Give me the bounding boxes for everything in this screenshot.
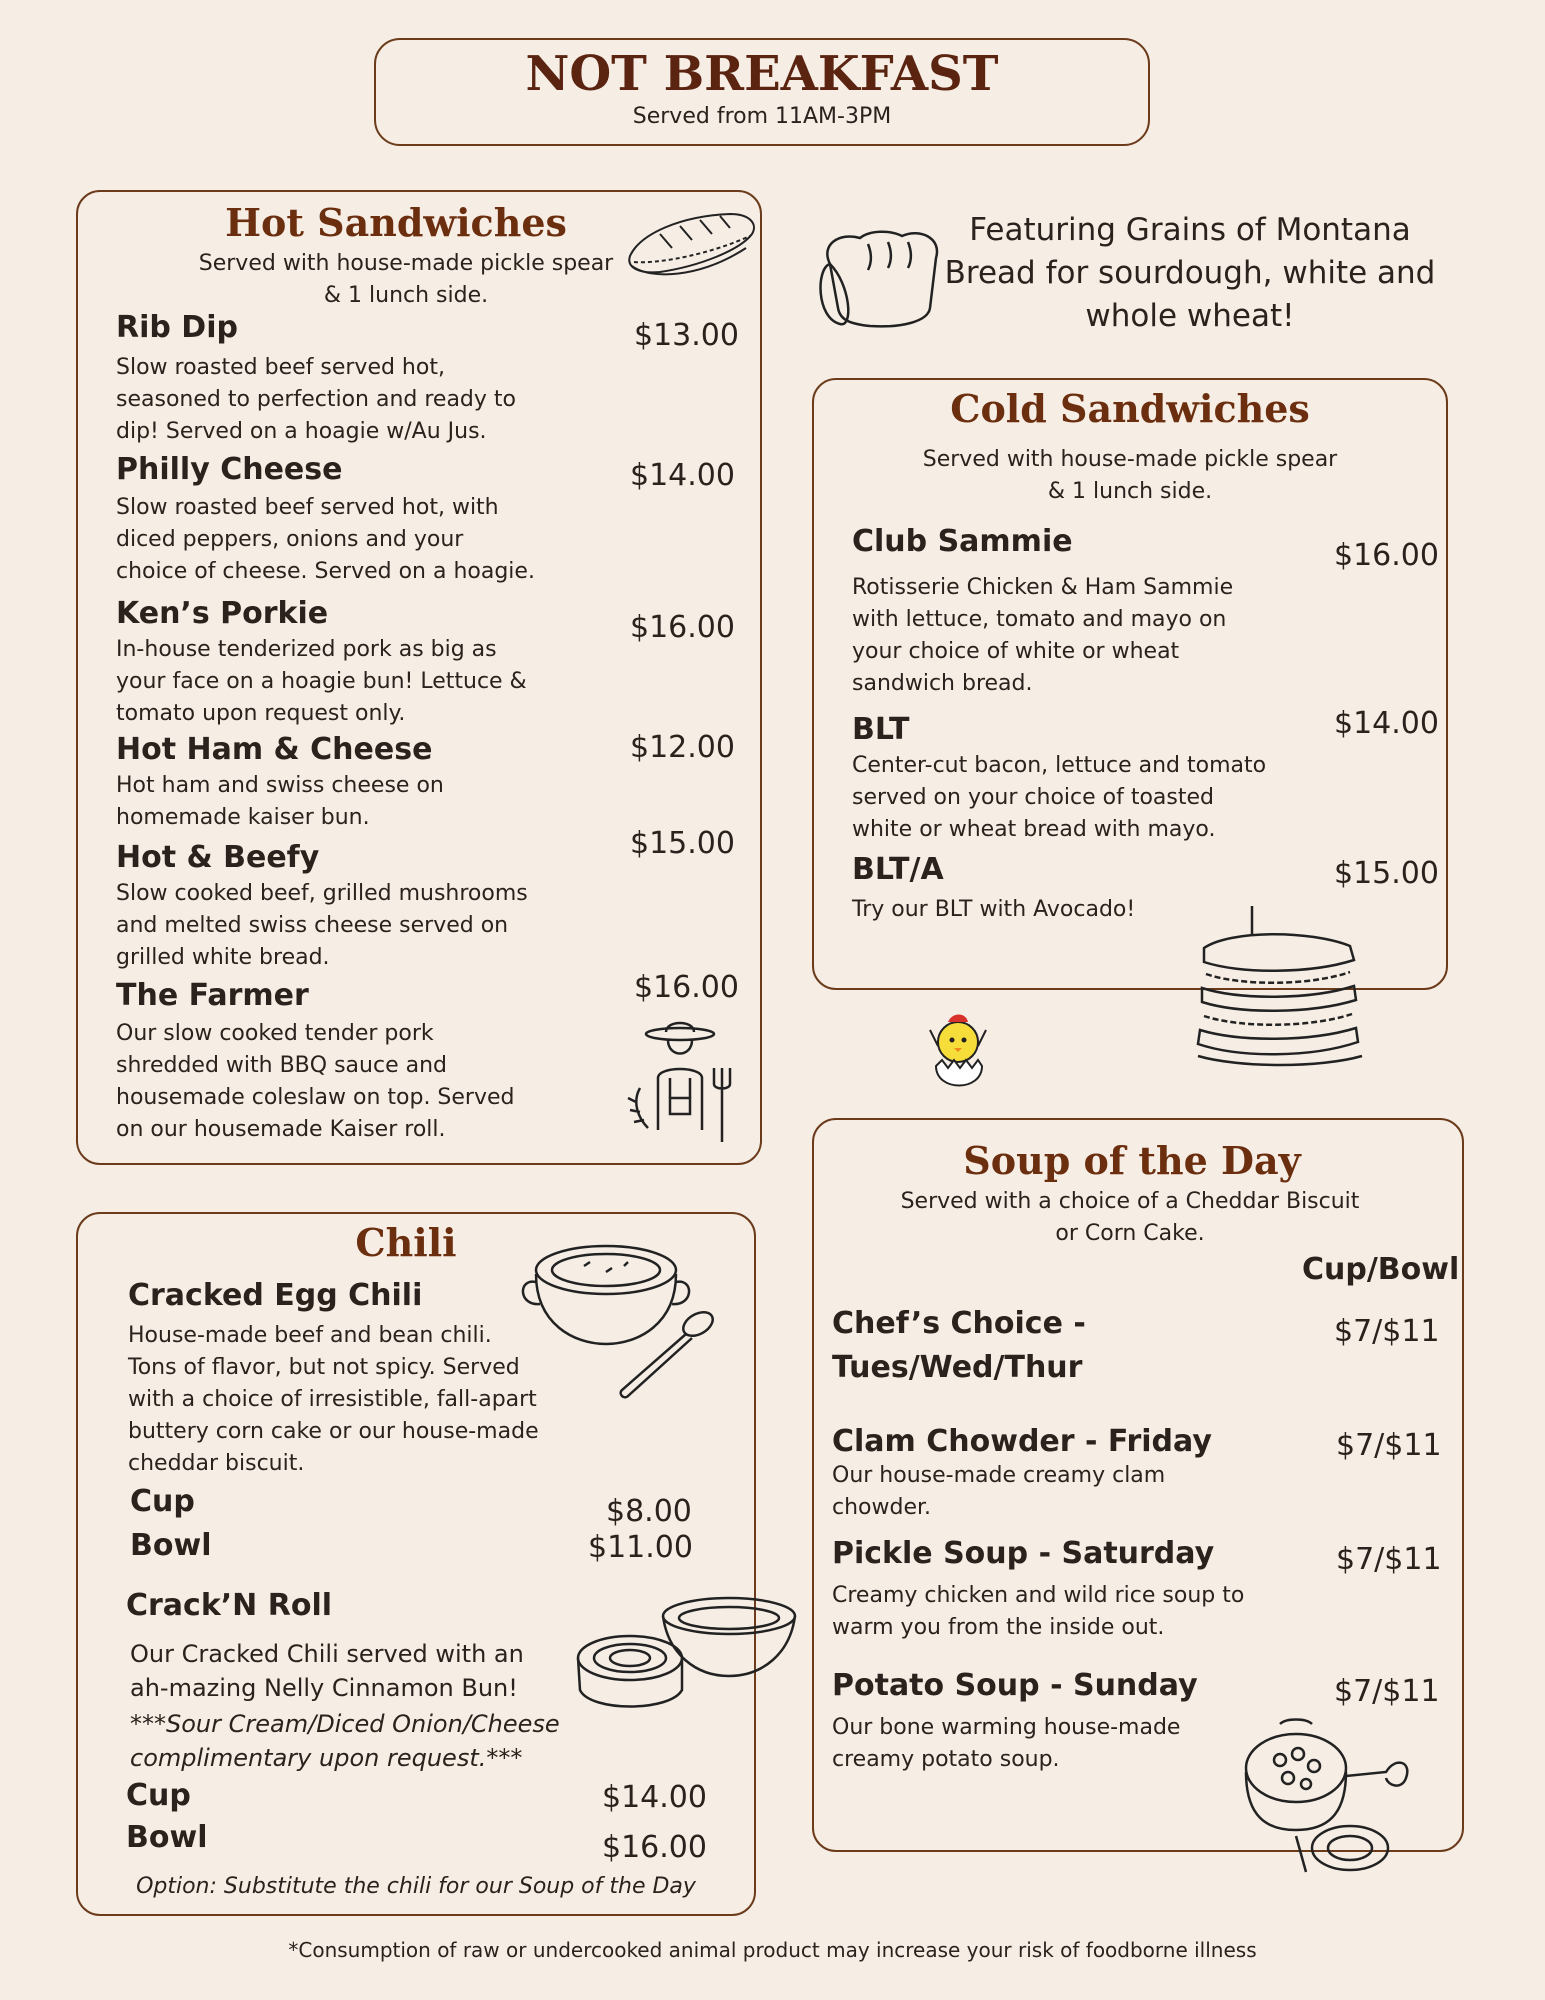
menu-item-desc: on our housemade Kaiser roll.: [116, 1117, 446, 1142]
menu-item-desc: House-made beef and bean chili.: [128, 1323, 492, 1348]
menu-item-name: Philly Cheese: [116, 452, 343, 487]
menu-item-desc: Slow cooked beef, grilled mushrooms: [116, 881, 528, 906]
menu-item-desc: white or wheat bread with mayo.: [852, 817, 1216, 842]
menu-item-desc: Our house-made creamy clam: [832, 1463, 1166, 1488]
menu-item-desc: cheddar biscuit.: [128, 1451, 305, 1476]
menu-item-desc: homemade kaiser bun.: [116, 805, 370, 830]
menu-item-desc: shredded with BBQ sauce and: [116, 1053, 447, 1078]
menu-item-name: BLT: [852, 712, 910, 747]
menu-item-desc: Creamy chicken and wild rice soup to: [832, 1583, 1245, 1608]
size-label: Bowl: [126, 1820, 208, 1855]
menu-item-name: Pickle Soup - Saturday: [832, 1536, 1215, 1571]
menu-item-desc: creamy potato soup.: [832, 1747, 1060, 1772]
chick-mascot-icon: [920, 1000, 996, 1104]
menu-item-desc: Rotisserie Chicken & Ham Sammie: [852, 575, 1234, 600]
menu-item-desc: Slow roasted beef served hot,: [116, 355, 445, 380]
menu-item-price: $15.00: [1334, 856, 1439, 891]
soup-subtitle-1: Served with a choice of a Cheddar Biscuit: [900, 1189, 1360, 1214]
menu-item-desc: dip! Served on a hoagie w/Au Jus.: [116, 419, 487, 444]
menu-item-price: $7/$11: [1334, 1674, 1440, 1709]
bowl-price: $16.00: [602, 1830, 707, 1865]
menu-item-desc: tomato upon request only.: [116, 701, 406, 726]
menu-item-desc: your face on a hoagie bun! Lettuce &: [116, 669, 527, 694]
menu-item-name: Tues/Wed/Thur: [832, 1350, 1083, 1385]
soup-bowl-icon: [656, 1592, 802, 1684]
hoagie-sandwich-icon: [620, 204, 760, 288]
menu-item-price: $7/$11: [1336, 1542, 1442, 1577]
menu-item-price: $16.00: [634, 970, 739, 1005]
menu-item-price: $14.00: [1334, 706, 1439, 741]
menu-item-desc: Our bone warming house-made: [832, 1715, 1181, 1740]
menu-item-note: complimentary upon request.***: [130, 1744, 523, 1772]
menu-item-name: Ken’s Porkie: [116, 596, 329, 631]
hot-sandwiches-title: Hot Sandwiches: [225, 200, 567, 245]
spoon-icon: [612, 1306, 722, 1402]
menu-item-desc: Try our BLT with Avocado!: [852, 897, 1136, 922]
menu-item-desc: Center-cut bacon, lettuce and tomato: [852, 753, 1267, 778]
cold-sandwiches-subtitle-2: & 1 lunch side.: [1047, 479, 1213, 504]
size-label: Cup: [126, 1778, 191, 1813]
chili-option-note: Option: Substitute the chili for our Soup of the Day: [136, 1874, 696, 1899]
featuring-line-1: Featuring Grains of Montana: [969, 212, 1411, 248]
menu-item-name: Crack’N Roll: [126, 1588, 333, 1623]
cup-price: $14.00: [602, 1780, 707, 1815]
menu-item-desc: with a choice of irresistible, fall-apart: [128, 1387, 537, 1412]
menu-item-name: Hot Ham & Cheese: [116, 732, 433, 767]
menu-item-desc: warm you from the inside out.: [832, 1615, 1165, 1640]
menu-item-price: $16.00: [630, 610, 735, 645]
soup-title: Soup of the Day: [963, 1138, 1301, 1183]
soup-subtitle-2: or Corn Cake.: [1055, 1221, 1205, 1246]
menu-item-desc: choice of cheese. Served on a hoagie.: [116, 559, 535, 584]
menu-item-desc: sandwich bread.: [852, 671, 1033, 696]
menu-item-price: $14.00: [630, 458, 735, 493]
menu-item-desc: Slow roasted beef served hot, with: [116, 495, 499, 520]
menu-item-price: $16.00: [1334, 538, 1439, 573]
menu-item-name: Potato Soup - Sunday: [832, 1668, 1198, 1703]
menu-item-name: Clam Chowder - Friday: [832, 1424, 1212, 1459]
menu-item-desc: Our Cracked Chili served with an: [130, 1640, 524, 1668]
foodborne-illness-disclaimer: *Consumption of raw or undercooked animal product may increase your risk of foodborne illness: [288, 1938, 1257, 1962]
menu-item-name: Chef’s Choice -: [832, 1306, 1086, 1341]
menu-item-price: $15.00: [630, 826, 735, 861]
menu-item-name: Hot & Beefy: [116, 840, 320, 875]
page-title: NOT BREAKFAST: [525, 46, 999, 102]
chili-title: Chili: [355, 1220, 457, 1265]
menu-item-desc: grilled white bread.: [116, 945, 330, 970]
menu-item-desc: ah-mazing Nelly Cinnamon Bun!: [130, 1674, 518, 1702]
hot-sandwiches-subtitle-1: Served with house-made pickle spear: [198, 251, 614, 276]
size-label: Cup: [130, 1484, 195, 1519]
bowl-price: $11.00: [588, 1530, 693, 1565]
farmer-icon: [618, 1018, 744, 1148]
menu-item-price: $12.00: [630, 730, 735, 765]
menu-item-desc: seasoned to perfection and ready to: [116, 387, 516, 412]
featuring-line-3: whole wheat!: [1085, 298, 1295, 334]
menu-item-note: ***Sour Cream/Diced Onion/Cheese: [130, 1710, 560, 1738]
cold-sandwiches-subtitle-1: Served with house-made pickle spear: [922, 447, 1338, 472]
menu-item-name: Club Sammie: [852, 524, 1073, 559]
menu-item-name: Rib Dip: [116, 310, 238, 345]
menu-item-price: $7/$11: [1334, 1314, 1440, 1349]
cup-bowl-header: Cup/Bowl: [1302, 1252, 1460, 1287]
menu-item-desc: your choice of white or wheat: [852, 639, 1180, 664]
menu-item-desc: served on your choice of toasted: [852, 785, 1215, 810]
stacked-sandwich-icon: [1190, 900, 1368, 1072]
menu-item-desc: chowder.: [832, 1495, 932, 1520]
stew-pot-icon: [1236, 1716, 1420, 1880]
cold-sandwiches-title: Cold Sandwiches: [950, 386, 1310, 431]
menu-item-desc: and melted swiss cheese served on: [116, 913, 509, 938]
hot-sandwiches-subtitle-2: & 1 lunch side.: [323, 283, 489, 308]
menu-item-desc: Hot ham and swiss cheese on: [116, 773, 444, 798]
menu-item-desc: housemade coleslaw on top. Served: [116, 1085, 515, 1110]
menu-item-desc: Our slow cooked tender pork: [116, 1021, 434, 1046]
menu-item-desc: with lettuce, tomato and mayo on: [852, 607, 1227, 632]
cup-price: $8.00: [606, 1494, 692, 1529]
menu-item-desc: diced peppers, onions and your: [116, 527, 464, 552]
menu-item-name: Cracked Egg Chili: [128, 1278, 423, 1313]
menu-item-price: $7/$11: [1336, 1428, 1442, 1463]
menu-item-desc: Tons of flavor, but not spicy. Served: [128, 1355, 520, 1380]
menu-item-desc: buttery corn cake or our house-made: [128, 1419, 539, 1444]
featuring-line-2: Bread for sourdough, white and: [944, 255, 1436, 291]
service-hours: Served from 11AM-3PM: [632, 104, 892, 129]
menu-item-price: $13.00: [634, 318, 739, 353]
size-label: Bowl: [130, 1528, 212, 1563]
menu-item-name: BLT/A: [852, 852, 944, 887]
menu-item-desc: In-house tenderized pork as big as: [116, 637, 497, 662]
bread-loaf-icon: [810, 224, 946, 336]
menu-item-name: The Farmer: [116, 978, 309, 1013]
